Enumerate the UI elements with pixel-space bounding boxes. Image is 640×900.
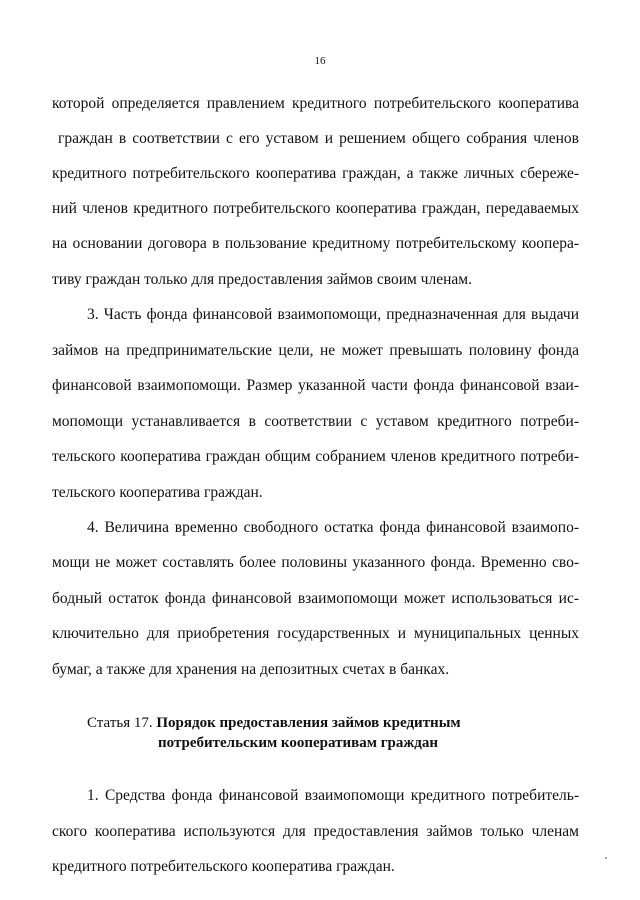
text-line: 3. Часть фонда финансовой взаимопомощи, предназначенная для выдачи [87, 306, 579, 323]
text-line: кредитного потребительского кооператива граждан, а также личных сбереже- [52, 165, 579, 182]
text-line: кредитного потребительского кооператива граждан. [52, 858, 395, 875]
text-line: ского кооператива используются для предоставления займов только членам [52, 823, 579, 840]
article-heading-line-2 [158, 733, 438, 753]
text-line: мощи не может составлять более половины указанного фонда. Временно сво- [52, 554, 579, 571]
text-line: ключительно для приобретения государственных и муниципальных ценных [52, 625, 579, 642]
text-line: мопомощи устанавливается в соответствии с уставом кредитного потреби- [52, 413, 579, 430]
article-title: Порядок предоставления займов кредитным [156, 715, 461, 731]
text-line: ний членов кредитного потребительского кооператива граждан, передаваемых [52, 200, 579, 217]
text-line: на основании договора в пользование кредитному потребительскому коопера- [52, 235, 579, 252]
text-line: 1. Средства фонда финансовой взаимопомощи кредитного потребитель- [87, 787, 579, 804]
text-line: 4. Величина временно свободного остатка фонда финансовой взаимопо- [87, 519, 579, 536]
text-line: тельского кооператива граждан общим собранием членов кредитного потреби- [52, 448, 579, 465]
text-line: финансовой взаимопомощи. Размер указанной части фонда финансовой взаи- [52, 377, 579, 394]
scan-speck [605, 857, 607, 859]
text-line: тельского кооператива граждан. [52, 484, 263, 501]
text-line: займов на предпринимательские цели, не может превышать половину фонда [52, 342, 579, 359]
text-line: граждан в соответствии с его уставом и решением общего собрания членов [58, 130, 579, 147]
article-heading-line-1 [87, 713, 461, 733]
text-line: бумаг, а также для хранения на депозитных счетах в банках. [52, 661, 450, 678]
text-line: тиву граждан только для предоставления займов своим членам. [52, 271, 472, 288]
article-title-continued: потребительским кооперативам граждан [158, 735, 438, 751]
text-line: которой определяется правлением кредитного потребительского кооператива [52, 95, 579, 112]
article-number: Статья 17. [87, 715, 153, 731]
text-line: бодный остаток фонда финансовой взаимопомощи может использоваться ис- [52, 590, 579, 607]
page-number: 16 [314, 55, 326, 67]
